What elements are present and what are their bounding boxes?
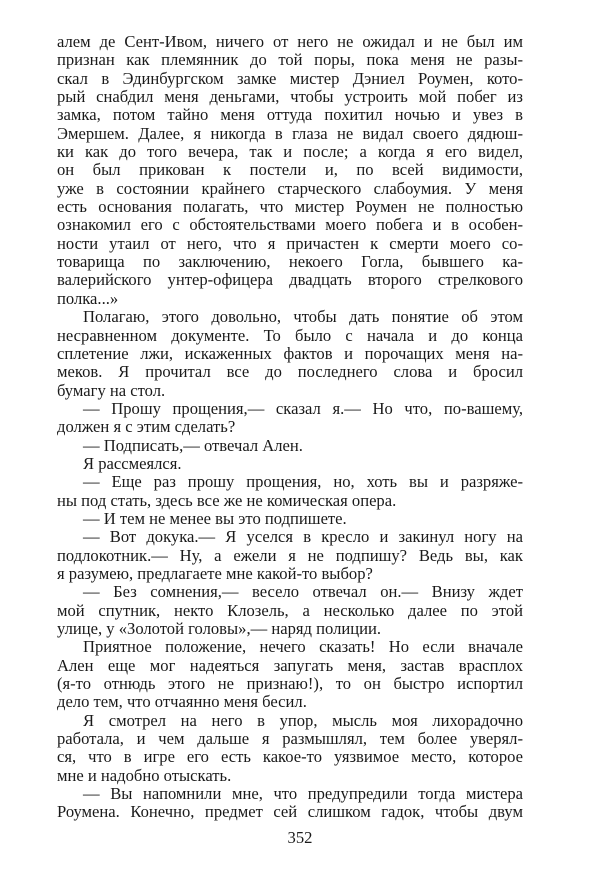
text-line: мне и надобно отыскать.: [57, 765, 232, 785]
text-line: валерийского унтер-офицера двадцать второго стрелкового: [57, 270, 523, 290]
page-body-text: [57, 33, 523, 822]
text-line: Эмершем. Далее, я никогда в глаза не видал своего дядюш-: [57, 123, 523, 143]
text-line: меков. Я прочитал все до последнего слова и бросил: [57, 362, 523, 382]
text-line: алем де Сент-Ивом, ничего от него не ожидал и не был им: [57, 32, 523, 51]
text-line: улице, у «Золотой головы»,— наряд полиции.: [57, 619, 382, 638]
text-line: несравненном документе. То было с начала и до конца: [57, 325, 523, 345]
text-line: — Без сомнения,— весело отвечал он.— Внизу ждет: [83, 582, 523, 602]
text-line: я разумею, предлагаете мне какой-то выбор?: [57, 563, 373, 583]
text-line: — И тем не менее вы это подпишете.: [83, 508, 347, 528]
text-line: скал в Эдинбургском замке мистер Дэниел Роумен, кото-: [57, 68, 523, 88]
text-line: — Вы напомнили мне, что предупредили тогда мистера: [83, 784, 523, 804]
text-line: ки как до того вечера, так и после; а когда я его видел,: [57, 142, 523, 162]
text-line: работала, и чем дальше я размышлял, тем более уверял-: [57, 729, 523, 749]
text-line: Я рассмеялся.: [83, 453, 182, 473]
text-line: уже в состоянии крайнего старческого слабоумия. У меня: [57, 178, 523, 198]
text-line: должен я с этим сделать?: [57, 417, 236, 437]
text-line: — Прошу прощения,— сказал я.— Но что, по-вашему,: [83, 398, 523, 418]
text-line: сплетение лжи, искаженных фактов и порочащих меня на-: [57, 343, 523, 363]
text-line: бумагу на стол.: [57, 380, 166, 400]
text-line: Ален еще мог надеяться запугать меня, застав врасплох: [57, 655, 523, 675]
text-line: дело тем, что отчаянно меня бесил.: [57, 692, 307, 712]
text-line: Приятное положение, нечего сказать! Но если вначале: [83, 637, 523, 657]
text-line: — Вот докука.— Я уселся в кресло и закинул ногу на: [83, 527, 523, 547]
text-line: мой спутник, некто Клозель, а несколько далее по этой: [57, 600, 523, 620]
text-line: полка...»: [57, 288, 119, 308]
text-line: Полагаю, этого довольно, чтобы дать понятие об этом: [83, 307, 523, 327]
text-line: Роумена. Конечно, предмет сей слишком гадок, чтобы двум: [57, 802, 523, 822]
text-line: (я-то отнюдь этого не признаю!), то он быстро испортил: [57, 674, 523, 694]
page-number: 352: [287, 828, 313, 847]
text-line: признан как племянник до той поры, пока меня не разы-: [57, 50, 523, 70]
text-line: он был прикован к постели и, по всей видимости,: [57, 160, 523, 180]
text-line: ознакомил его с обстоятельствами моего побега и в особен-: [57, 215, 523, 235]
text-line: товарища по заключению, некоего Гогла, бывшего ка-: [57, 252, 523, 272]
text-line: подлокотник.— Ну, а ежели я не подпишу? Ведь вы, как: [57, 545, 523, 565]
text-line: рый снабдил меня деньгами, чтобы устроить мой побег из: [57, 87, 523, 107]
text-line: — Еще раз прошу прощения, но, хоть вы и разряже-: [83, 472, 523, 492]
text-line: ся, что в игре его есть какое-то уязвимое место, которое: [57, 747, 523, 767]
text-line: есть основания полагать, что мистер Роумен не полностью: [57, 197, 523, 217]
text-line: замка, потом тайно меня оттуда похитил ночью и увез в: [57, 105, 523, 125]
text-line: — Подписать,— отвечал Ален.: [83, 435, 303, 455]
text-line: ны под стать, здесь все же не комическая опера.: [57, 490, 397, 510]
text-line: Я смотрел на него в упор, мысль моя лихорадочно: [83, 710, 523, 730]
text-line: ности утаил от него, что я причастен к смерти моего со-: [57, 233, 523, 253]
